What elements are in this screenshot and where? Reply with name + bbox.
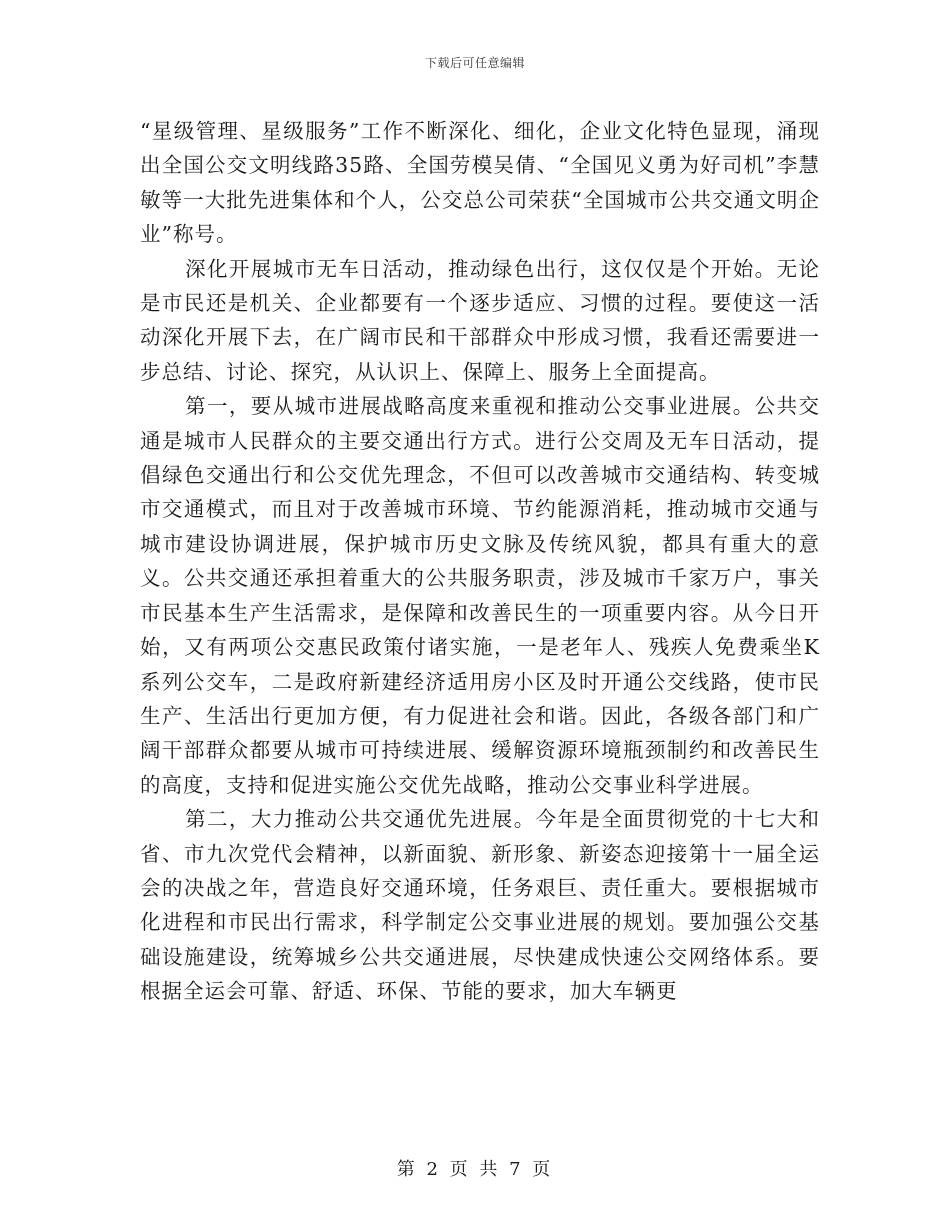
paragraph-continuation: “星级管理、星级服务”工作不断深化、细化，企业文化特色显现，涌现出全国公交文明线路35路、全国劳模吴倩、“全国见义勇为好司机”李慧敏等一大批先进集体和个人，公交总公司荣获“全国城市公共交通文明企业”称号。 bbox=[140, 119, 820, 247]
page-header-note: 下载后可任意编辑 bbox=[424, 56, 525, 70]
paragraph: 深化开展城市无车日活动，推动绿色出行，这仅仅是个开始。无论是市民还是机关、企业都要有一个逐步适应、习惯的过程。要使这一活动深化开展下去，在广阔市民和干部群众中形成习惯，我看还需要进一步总结、讨论、探究，从认识上、保障上、服务上全面提高。 bbox=[140, 256, 820, 384]
page-number: 第 2 页 共 7 页 bbox=[396, 1159, 554, 1180]
paragraph: 第二，大力推动公共交通优先进展。今年是全面贯彻党的十七大和省、市九次党代会精神，以新面貌、新形象、新姿态迎接第十一届全运会的决战之年，营造良好交通环境，任务艰巨、责任重大。要根据城市化进程和市民出行需求，科学制定公交事业进展的规划。要加强公交基础设施建设，统筹城乡公共交通进展，尽快建成快速公交网络体系。要根据全运会可靠、舒适、环保、节能的要求，加大车辆更 bbox=[140, 807, 820, 1004]
body-text bbox=[140, 114, 820, 1009]
paragraph: 第一，要从城市进展战略高度来重视和推动公交事业进展。公共交通是城市人民群众的主要交通出行方式。进行公交周及无车日活动，提倡绿色交通出行和公交优先理念，不但可以改善城市交通结构、转变城市交通模式，而且对于改善城市环境、节约能源消耗，推动城市交通与城市建设协调进展，保护城市历史文脉及传统风貌，都具有重大的意义。公共交通还承担着重大的公共服务职责，涉及城市千家万户，事关市民基本生产生活需求，是保障和改善民生的一项重要内容。从今日开始，又有两项公交惠民政策付诸实施，一是老年人、残疾人免费乘坐K系列公交车，二是政府新建经济适用房小区及时开通公交线路，使市民生产、生活出行更加方便，有力促进社会和谐。因此，各级各部门和广阔干部群众都要从城市可持续进展、缓解资源环境瓶颈制约和改善民生的高度，支持和促进实施公交优先战略，推动公交事业科学进展。 bbox=[140, 394, 820, 797]
